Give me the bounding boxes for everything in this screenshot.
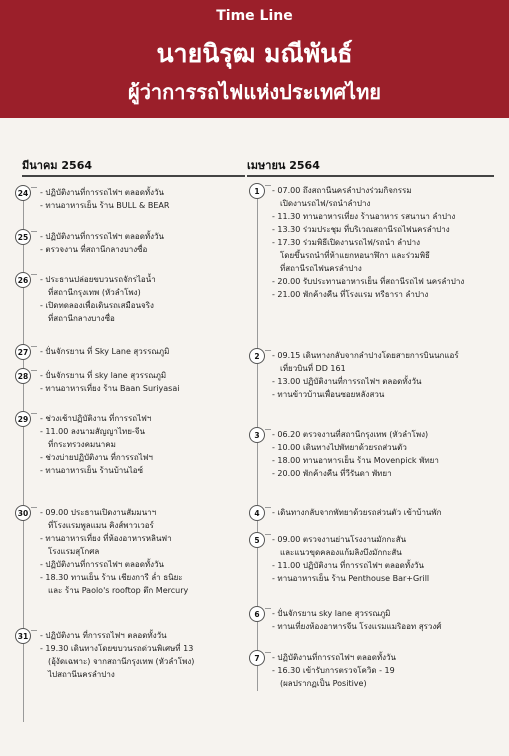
activity-item [272,275,464,288]
activity-item [272,607,441,620]
activity-text: - 18.30 ทานเย็น ร้าน เชียงการี ล่ำ ธนิยะ [40,573,183,582]
activity-text-continued: โรงแรมสุโกศล [48,547,100,556]
activity-item [40,273,156,299]
header-banner [0,0,509,118]
connector-tick [265,534,271,535]
day-badge: 26 [15,272,31,288]
activity-text: - 06.20 ตรวจงานที่สถานีกรุงเทพ (หัวลำโพง) [272,430,429,439]
entry-items [40,230,164,256]
activity-text: - ทานอาหารเที่ยง ร้าน Baan Suriyasai [40,384,180,393]
activity-item [272,506,442,519]
activity-text: - ทานอาหารเย็น ร้านบ้านไอซ์ [40,466,144,475]
activity-text-continued: เปิดงานรถไฟ/รถนำลำปาง [280,199,371,208]
activity-item [40,642,194,681]
connector-tick [265,429,271,430]
activity-item [272,441,439,454]
activity-text: - ปั่นจักรยาน ที่ sky lane สุวรรณภูมิ [40,371,167,380]
day-badge: 1 [249,183,265,199]
activity-text: - 20.00 พักค้างคืน ที่วีรันดา พัทยา [272,469,392,478]
activity-text-continued: ที่สถานีรถไฟนครลำปาง [280,264,362,273]
activity-item [40,243,164,256]
activity-text: - 09.00 ประธานเปิดงานสัมมนาฯ [40,508,157,517]
activity-text: - ปั่นจักรยาน sky lane สุวรรณภูมิ [272,609,391,618]
activity-text: - เปิดทดลองเพื่อเดินรถเสมือนจริง [40,301,154,310]
day-badge: 6 [249,606,265,622]
activity-text: - ทานอาหารเย็น ร้าน BULL & BEAR [40,201,170,210]
activity-item [272,428,439,441]
activity-item [272,375,459,388]
activity-text: - ทานเที่ยงห้องอาหารจีน โรงแรมแมริออท สุรวงศ์ [272,622,442,631]
activity-text-continued: ที่สถานีกรุงเทพ (หัวลำโพง) [48,288,141,297]
activity-item [272,236,464,275]
activity-item [40,629,194,642]
connector-tick [31,413,37,414]
activity-item [40,230,164,243]
day-badge: 3 [249,427,265,443]
activity-text: - ปั่นจักรยาน ที่ Sky Lane สุวรรณภูมิ [40,347,170,356]
activity-text: - ช่วงบ่ายปฏิบัติงาน ที่การรถไฟฯ [40,453,153,462]
day-badge: 2 [249,348,265,364]
activity-text: - ปฏิบัติงานที่การรถไฟฯ ตลอดทั้งวัน [40,232,165,241]
activity-item [40,425,153,451]
day-badge: 4 [249,505,265,521]
april-divider [247,175,494,177]
activity-item [40,464,153,477]
activity-text-continued: ที่กระทรวงคมนาคม [48,440,116,449]
activity-item [272,210,464,223]
activity-text: - 18.00 ทานอาหารเย็น ร้าน Movenpick พัทยา [272,456,439,465]
entry-items [272,651,396,690]
activity-text: - ปฏิบัติงาน ที่การรถไฟฯ ตลอดทั้งวัน [40,631,167,640]
entry-items [40,506,188,597]
activity-item [272,467,439,480]
activity-text: - ปฏิบัติงานที่การรถไฟฯ ตลอดทั้งวัน [40,188,165,197]
activity-item [40,506,188,532]
person-position: ผู้ว่าการรถไฟแห่งประเทศไทย [127,80,382,104]
activity-item [272,184,464,210]
activity-item [40,382,179,395]
activity-text-continued: เที่ยวบินที่ DD 161 [280,364,346,373]
day-badge: 25 [15,229,31,245]
activity-item [272,620,441,633]
activity-text: - เดินทางกลับจากพัทยาด้วยรถส่วนตัว เข้าบ้านพัก [272,508,442,517]
connector-tick [265,608,271,609]
activity-text: - 21.00 พักค้างคืน ที่โรงแรม ทรีธารา ลำปาง [272,290,429,299]
day-badge: 28 [15,368,31,384]
activity-item [40,532,188,558]
entry-items [40,412,153,477]
activity-text: - ปฏิบัติงานที่การรถไฟฯ ตลอดทั้งวัน [272,653,397,662]
activity-item [272,388,459,401]
activity-item [272,664,396,690]
entry-items [272,533,429,585]
march-divider [22,175,245,177]
activity-item [272,288,464,301]
day-badge: 31 [15,628,31,644]
day-badge: 27 [15,344,31,360]
activity-text: - 11.00 ปฏิบัติงาน ที่การรถไฟฯ ตลอดทั้งวัน [272,561,425,570]
activity-item [40,299,156,325]
day-badge: 5 [249,532,265,548]
activity-text: - 13.30 ร่วมประชุม ที่บริเวณสถานีรถไฟนครลำปาง [272,225,450,234]
entry-items [272,506,442,519]
activity-item [40,412,153,425]
activity-text: - ประธานปล่อยขบวนรถจักรไอน้ำ [40,275,156,284]
activity-text: - 11.00 ลงนามสัญญาไทย-จีน [40,427,145,436]
activity-text: - 11.30 ทานอาหารเที่ยง ร้านอาหาร รสนานา ลำปาง [272,212,456,221]
connector-tick [265,652,271,653]
activity-item [272,572,429,585]
activity-item [40,451,153,464]
entry-items [272,607,441,633]
activity-item [272,533,429,559]
activity-text-continued: ที่โรงแรมพูลแมน คิงส์พาวเวอร์ [48,521,154,530]
entry-items [272,428,439,480]
day-badge: 7 [249,650,265,666]
day-badge: 29 [15,411,31,427]
activity-text: - 13.00 ปฏิบัติงานที่การรถไฟฯ ตลอดทั้งวัน [272,377,422,386]
connector-tick [31,507,37,508]
activity-text: - 17.30 ร่วมพิธีเปิดงานรถไฟ/รถนำ ลำปาง [272,238,421,247]
activity-text: - ตรวจงาน ที่สถานีกลางบางซื่อ [40,245,148,254]
activity-item [40,199,169,212]
day-badge: 24 [15,185,31,201]
connector-tick [31,346,37,347]
header-title: Time Line [216,8,293,24]
activity-text-continued: (อุ้งัดเฉพาะ) จากสถานีกรุงเทพ (หัวลำโพง) [48,657,195,666]
activity-item [40,571,188,597]
person-name: นายนิรุฒ มณีพันธ์ [156,39,353,68]
entry-items [40,369,179,395]
march-column-title: มีนาคม 2564 [22,159,93,172]
activity-text: - ทานอาหารเที่ยง ที่ห้องอาหารหลินฟา [40,534,172,543]
entry-items [272,349,459,401]
activity-text-continued: โดยขึ้นรถนำที่ห้าแยกหอนาฬิกา และร่วมพิธี [280,251,430,260]
activity-text: - ทานข้าวบ้านเพื่อนซอยหลังสวน [272,390,385,399]
activity-text: - ช่วงเช้าปฏิบัติงาน ที่การรถไฟฯ [40,414,152,423]
activity-item [40,345,169,358]
activity-item [272,651,396,664]
activity-text: - 16.30 เข้ารับการตรวจโควิด - 19 [272,666,395,675]
connector-tick [265,350,271,351]
activity-text-continued: (ผลปรากฏเป็น Positive) [280,679,367,688]
activity-text-continued: ที่สถานีกลางบางซื่อ [48,314,115,323]
connector-tick [31,274,37,275]
entry-items [40,629,194,681]
activity-text: - 20.00 รับประทานอาหารเย็น ที่สถานีรถไฟ นครลำปาง [272,277,465,286]
activity-text: - 07.00 ถึงสถานีนครลำปางร่วมกิจกรรม [272,186,412,195]
activity-text: - 10.00 เดินทางไปพัทยาด้วยรถส่วนตัว [272,443,407,452]
activity-item [272,454,439,467]
connector-tick [31,370,37,371]
entry-items [40,186,169,212]
entry-items [40,273,156,325]
activity-item [272,559,429,572]
activity-text: - ปฏิบัติงานที่การรถไฟฯ ตลอดทั้งวัน [40,560,165,569]
day-badge: 30 [15,505,31,521]
activity-item [40,186,169,199]
entry-items [40,345,169,358]
activity-item [272,223,464,236]
activity-text: - 09.15 เดินทางกลับจากลำปางโดยสายการบินนกแอร์ [272,351,459,360]
activity-text: - 19.30 เดินทางโดยขบวนรถด่วนพิเศษที่ 13 [40,644,194,653]
connector-tick [265,507,271,508]
activity-text: - 09.00 ตรวจงานย่านโรงงานมักกะสัน [272,535,407,544]
connector-tick [31,630,37,631]
activity-item [40,369,179,382]
activity-text-continued: และแนวขุดคลองแก้มลิงบึงมักกะสัน [280,548,402,557]
activity-item [272,349,459,375]
connector-tick [31,187,37,188]
activity-text-continued: ไปสถานีนครลำปาง [48,670,115,679]
april-column-title: เมษายน 2564 [247,159,320,172]
entry-items [272,184,464,301]
activity-item [40,558,188,571]
connector-tick [265,185,271,186]
activity-text-continued: และ ร้าน Paolo's rooftop ตึก Mercury [48,586,189,595]
activity-text: - ทานอาหารเย็น ร้าน Penthouse Bar+Grill [272,574,430,583]
connector-tick [31,231,37,232]
